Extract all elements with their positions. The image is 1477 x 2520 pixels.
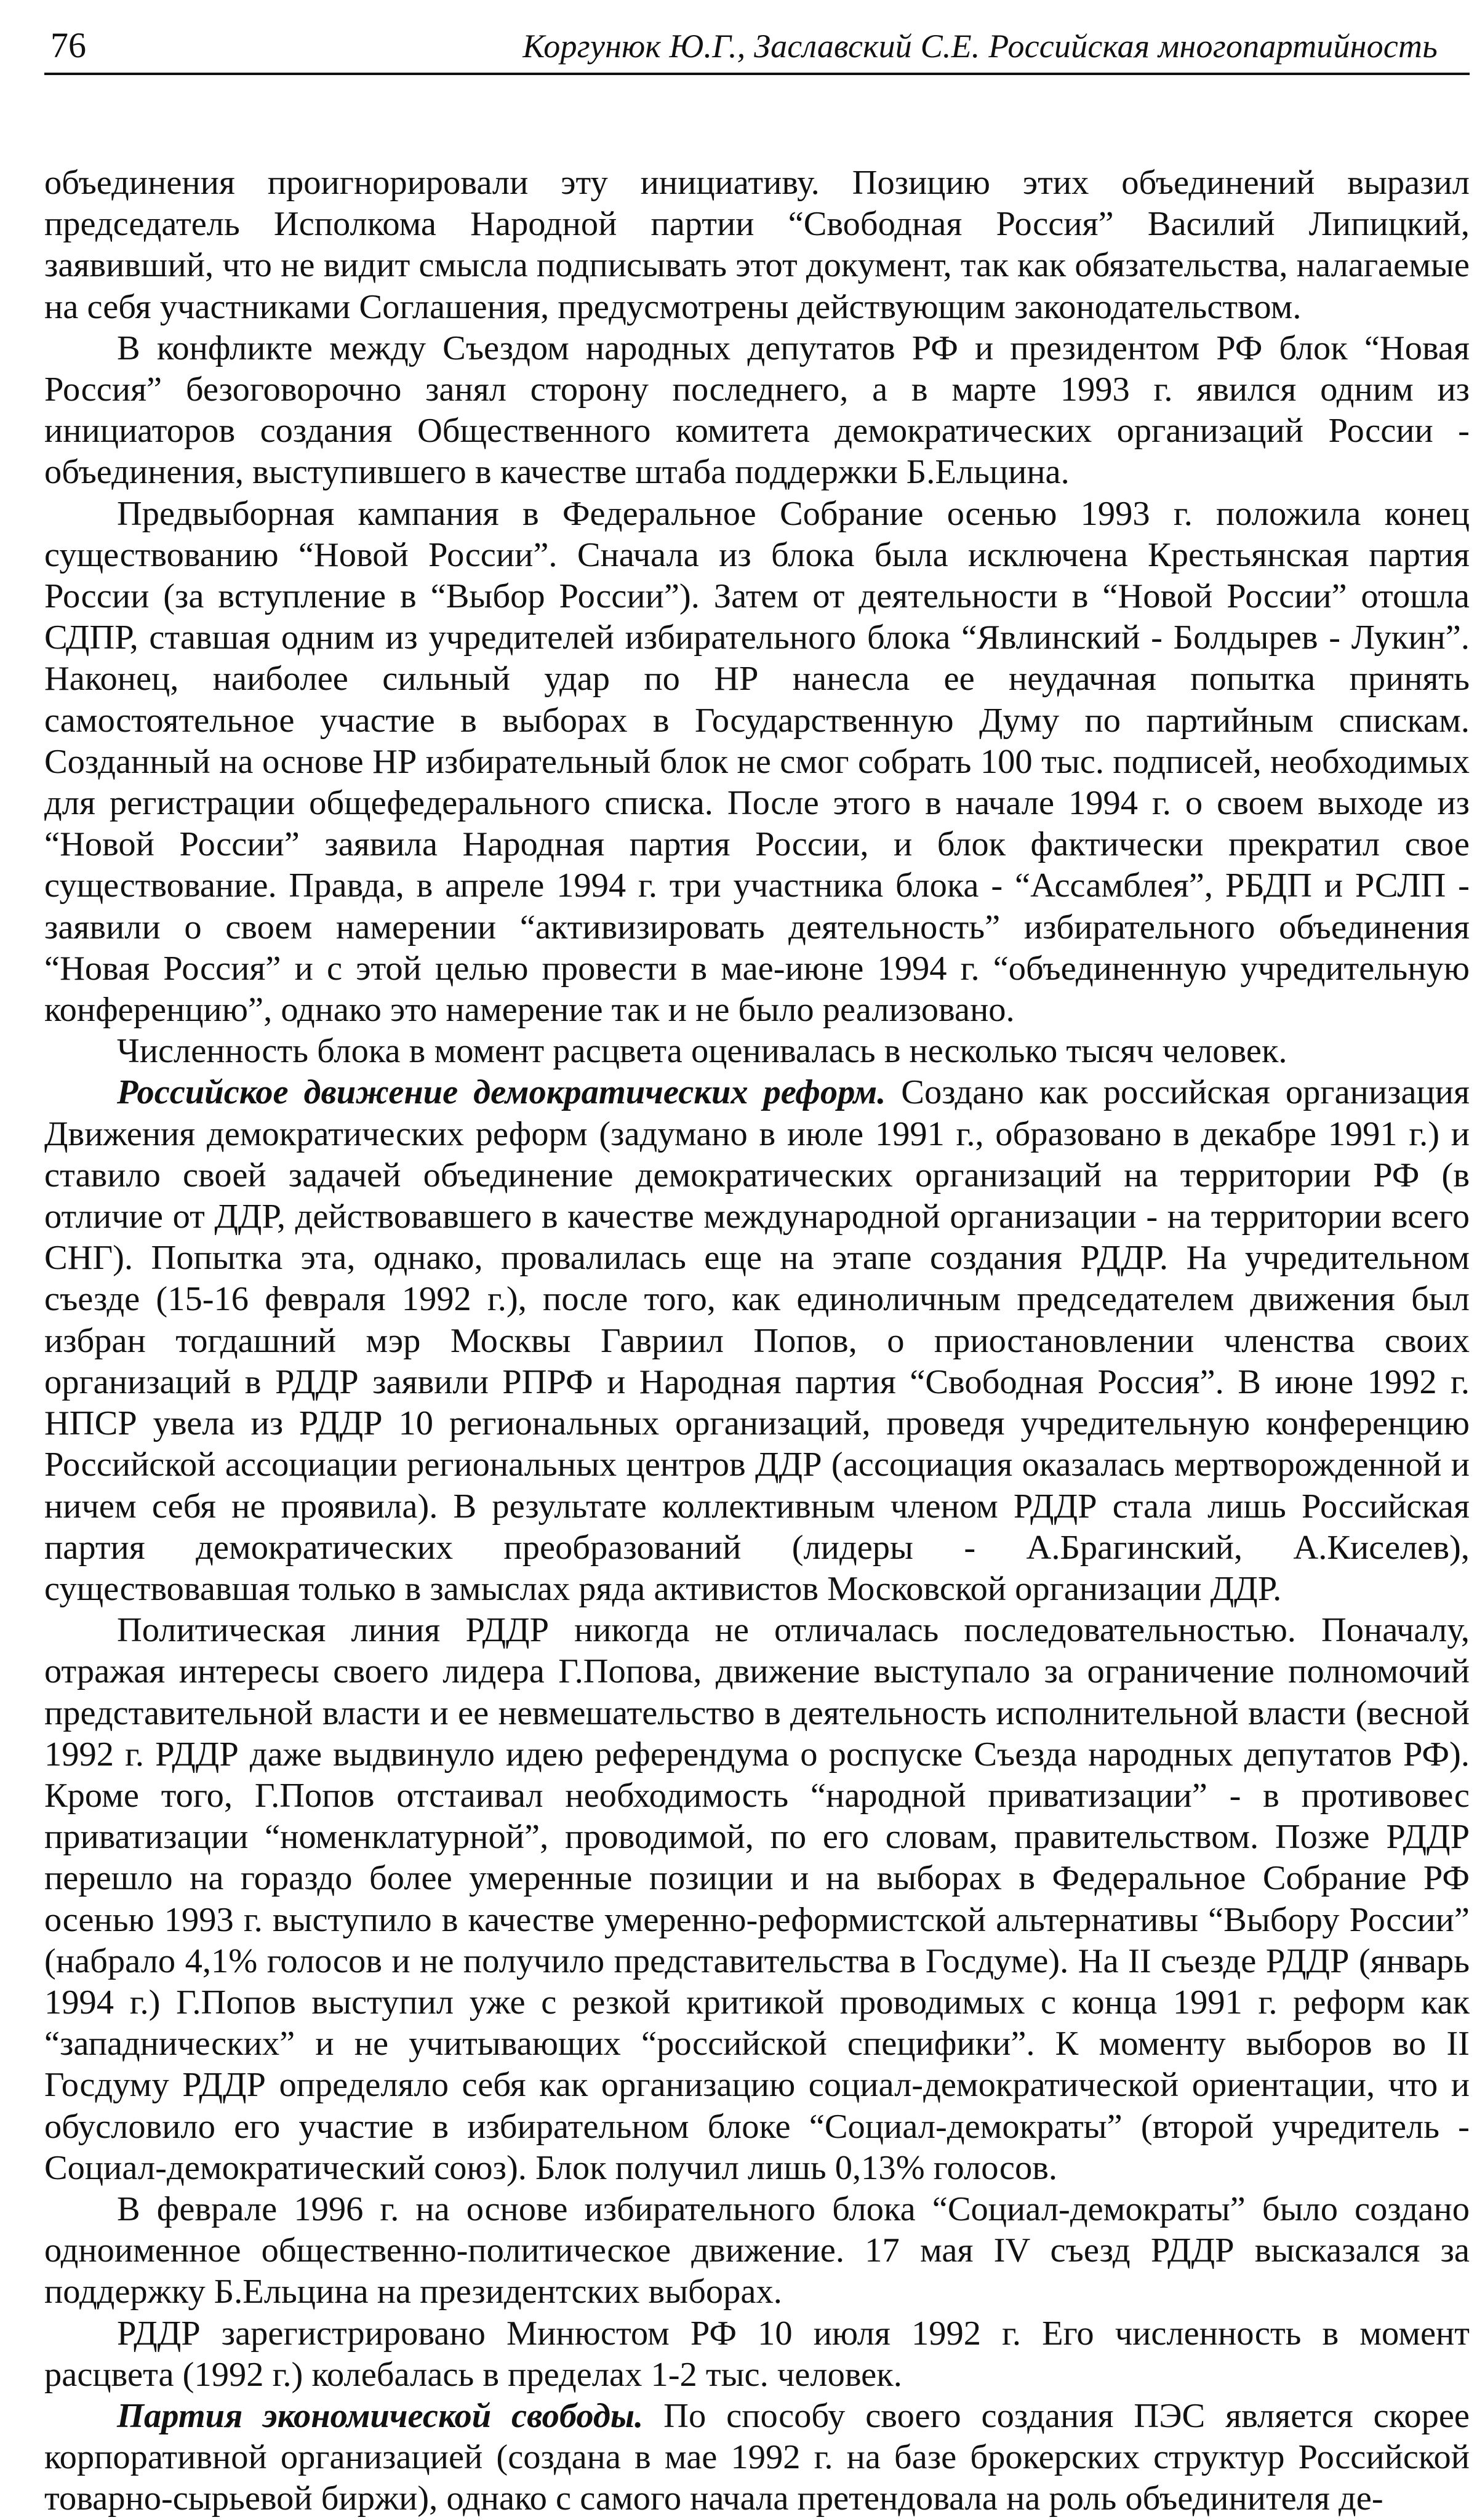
paragraph <box>44 328 1470 494</box>
paragraph-text: По способу своего создания ПЭС является скорее корпоративной организацией (создана в мае 1992 г. на базе брокерских структур Российской товарно-сырьевой биржи), однако с самого начала претендовала на роль объединителя де- <box>44 2396 1470 2518</box>
paragraph <box>44 1610 1470 2189</box>
paragraph <box>44 2189 1470 2313</box>
paragraph-text: РДДР зарегистрировано Минюстом РФ 10 июля 1992 г. Его численность в момент расцвета (1992 г.) колебалась в пределах 1-2 тыс. человек. <box>44 2314 1470 2394</box>
paragraph-text: Политическая линия РДДР никогда не отличалась последовательностью. Поначалу, отражая интересы своего лидера Г.Попова, движение выступало за ограничение полномочий представительной власти и ее невмешательство в деятельность исполнительной власти (весной 1992 г. РДДР даже выдвинуло идею референдума о роспуске Съезда народных депутатов РФ). Кроме того, Г.Попов отстаивал необходимость “народной приватизации” - в противовес приватизации “номенклатурной”, проводимой, по его словам, правительством. Позже РДДР перешло на гораздо более умеренные позиции и на выборах в Федеральное Собрание РФ осенью 1993 г. выступило в качестве умеренно-реформистской альтернативы “Выбору России” (набрало 4,1% голосов и не получило представительства в Госдуме). На II съезде РДДР (январь 1994 г.) Г.Попов выступил уже с резкой критикой проводимых с конца 1991 г. реформ как “западнических” и не учитывающих “российской специфики”. К моменту выборов во II Госдуму РДДР определяло себя как организацию социал-демократической ориентации, что и обусловило его участие в избирательном блоке “Социал-демократы” (второй учредитель - Социал-демократический союз). Блок получил лишь 0,13% голосов. <box>44 1611 1470 2187</box>
section-title: Партия экономической свободы. <box>117 2396 644 2435</box>
paragraph <box>44 494 1470 1031</box>
paragraph-text: Численность блока в момент расцвета оценивалась в несколько тысяч человек. <box>117 1032 1287 1071</box>
paragraph <box>44 1072 1470 1610</box>
paragraph <box>44 1031 1470 1072</box>
paragraph-text: В феврале 1996 г. на основе избирательного блока “Социал-демократы” было создано одноименное общественно-политическое движение. 17 мая IV съезд РДДР высказался за поддержку Б.Ельцина на президентских выборах. <box>44 2190 1470 2311</box>
section-title: Российское движение демократических реформ. <box>117 1073 886 1112</box>
paragraph-text: объединения проигнорировали эту инициативу. Позицию этих объединений выразил председатель Исполкома Народной партии “Свободная Россия” Василий Липицкий, заявивший, что не видит смысла подписывать этот документ, так как обязательства, налагаемые на себя участниками Соглашения, предусмотрены действующим законодательством. <box>44 164 1470 326</box>
paragraph-text: Создано как российская организация Движения демократических реформ (задумано в июле 1991 г., образовано в декабре 1991 г.) и ставило своей задачей объединение демократических организаций на территории РФ (в отличие от ДДР, действовавшего в качестве международной организации - на территории всего СНГ). Попытка эта, однако, провалилась еще на этапе создания РДДР. На учредительном съезде (15-16 февраля 1992 г.), после того, как единоличным председателем движения был избран тогдашний мэр Москвы Гавриил Попов, о приостановлении членства своих организаций в РДДР заявили РПРФ и Народная партия “Свободная Россия”. В июне 1992 г. НПСР увела из РДДР 10 региональных организаций, проведя учредительную конференцию Российской ассоциации региональных центров ДДР (ассоциация оказалась мертворожденной и ничем себя не проявила). В результате коллективным членом РДДР стала лишь Российская партия демократических преобразований (лидеры - А.Брагинский, А.Киселев), существовавшая только в замыслах ряда активистов Московской организации ДДР. <box>44 1073 1470 1608</box>
page-header <box>44 25 1470 75</box>
paragraph-text: Предвыборная кампания в Федеральное Собрание осенью 1993 г. положила конец существованию “Новой России”. Сначала из блока была исключена Крестьянская партия России (за вступление в “Выбор России”). Затем от деятельности в “Новой России” отошла СДПР, ставшая одним из учредителей избирательного блока “Явлинский - Болдырев - Лукин”. Наконец, наиболее сильный удар по НР нанесла ее неудачная попытка принять самостоятельное участие в выборах в Государственную Думу по партийным спискам. Созданный на основе НР избирательный блок не смог собрать 100 тыс. подписей, необходимых для регистрации общефедерального списка. После этого в начале 1994 г. о своем выходе из “Новой России” заявила Народная партия России, и блок фактически прекратил свое существование. Правда, в апреле 1994 г. три участника блока - “Ассамблея”, РБДП и РСЛП - заявили о своем намерении “активизировать деятельность” избирательного объединения “Новая Россия” и с этой целью провести в мае-июне 1994 г. “объединенную учредительную конференцию”, однако это намерение так и не было реализовано. <box>44 494 1470 1030</box>
paragraph <box>44 2396 1470 2520</box>
paragraph-text: В конфликте между Съездом народных депутатов РФ и президентом РФ блок “Новая Россия” безоговорочно занял сторону последнего, а в марте 1993 г. явился одним из инициаторов создания Общественного комитета демократических организаций России - объединения, выступившего в качестве штаба поддержки Б.Ельцина. <box>44 329 1470 492</box>
paragraph <box>44 162 1470 328</box>
paragraph <box>44 2313 1470 2396</box>
running-head: Коргунюк Ю.Г., Заславский С.Е. Российская многопартийность <box>522 28 1438 65</box>
page-number: 76 <box>50 25 86 65</box>
body-text <box>44 162 1470 2520</box>
book-page <box>44 25 1470 2518</box>
